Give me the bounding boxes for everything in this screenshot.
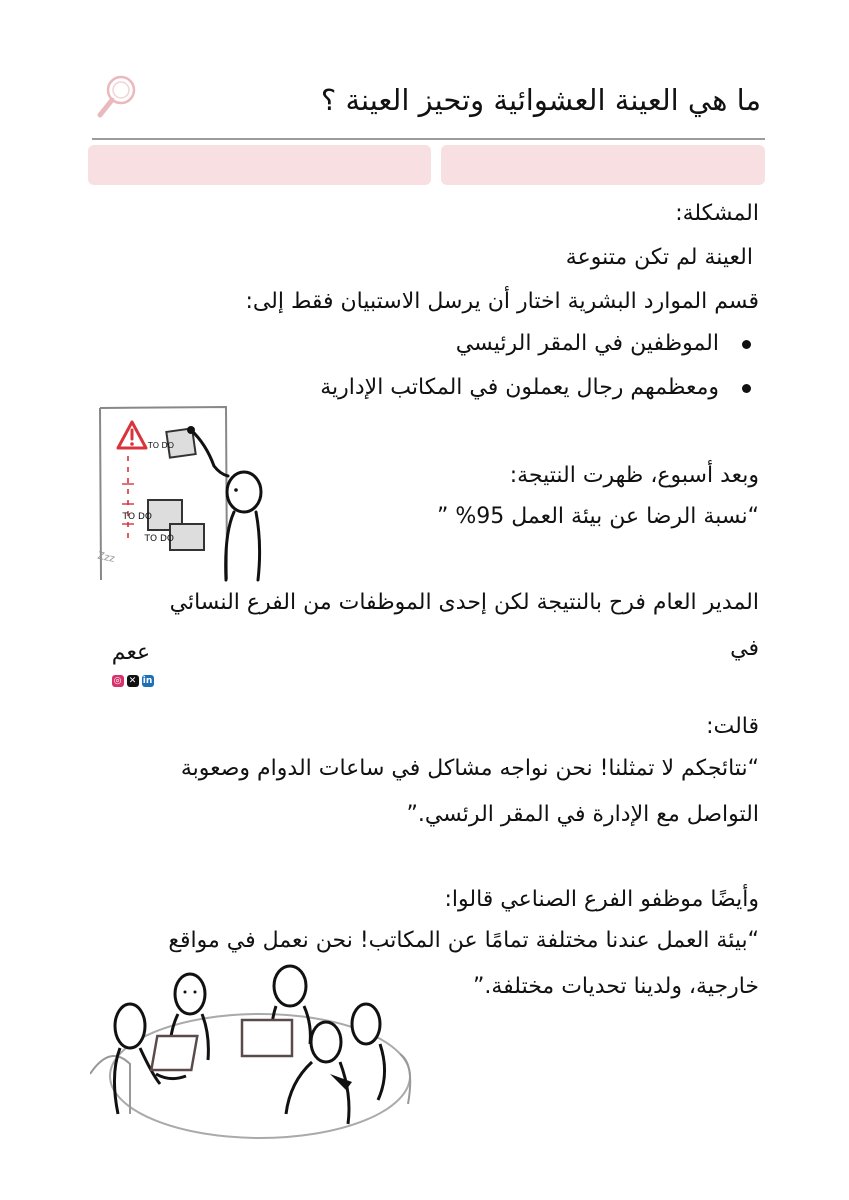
- problem-line-1: العينة لم تكن متنوعة: [565, 245, 753, 270]
- instagram-icon[interactable]: ◎: [112, 675, 124, 687]
- header-tab-right: [441, 145, 765, 185]
- zzz-label: Zzz: [96, 550, 116, 565]
- list-item: الموظفين في المقر الرئيسي: [199, 322, 759, 366]
- she-said-line-1: “نتائجكم لا تمثلنا! نحن نواجه مشاكل في ساعات الدوام وصعوبة: [180, 756, 759, 781]
- brand-logo: [100, 640, 162, 686]
- result-quote: “نسبة الرضا عن بيئة العمل 95% ”: [436, 504, 759, 529]
- manager-line-2: في: [730, 636, 759, 661]
- problem-heading: المشكلة:: [675, 201, 759, 226]
- page-title: ما هي العينة العشوائية وتحيز العينة ؟: [320, 83, 761, 117]
- title-divider: [92, 138, 765, 140]
- industrial-line-2: خارجية، ولدينا تحديات مختلفة.”: [472, 974, 759, 999]
- industrial-heading: وأيضًا موظفو الفرع الصناعي قالوا:: [444, 887, 759, 912]
- header-tab-left: [88, 145, 431, 185]
- brand-wordmark: ععم: [111, 640, 151, 665]
- problem-bullet-list: [199, 322, 759, 410]
- x-icon[interactable]: ✕: [127, 675, 139, 687]
- problem-line-2: قسم الموارد البشرية اختار أن يرسل الاستبيان فقط إلى:: [245, 289, 759, 314]
- magnifier-icon: [92, 72, 140, 124]
- list-item: ومعظمهم رجال يعملون في المكاتب الإدارية: [199, 366, 759, 410]
- manager-line-1: المدير العام فرح بالنتيجة لكن إحدى الموظفات من الفرع النسائي: [169, 590, 759, 615]
- she-said-heading: قالت:: [706, 714, 759, 739]
- she-said-line-2: التواصل مع الإدارة في المقر الرئسي.”: [406, 802, 759, 827]
- manager-paragraph: [79, 580, 759, 672]
- todo-note-label: TO DO: [147, 441, 174, 450]
- industrial-line-1: “بيئة العمل عندنا مختلفة تمامًا عن المكاتب! نحن نعمل في مواقع: [168, 928, 759, 953]
- linkedin-icon[interactable]: in: [142, 676, 153, 686]
- whiteboard-illustration: [96, 404, 276, 584]
- meeting-illustration: [90, 964, 420, 1144]
- todo-note-label: TO DO: [144, 534, 174, 544]
- result-intro: وبعد أسبوع، ظهرت النتيجة:: [509, 463, 759, 488]
- todo-note-label: TO DO: [122, 512, 152, 522]
- she-said-quote: [79, 746, 759, 838]
